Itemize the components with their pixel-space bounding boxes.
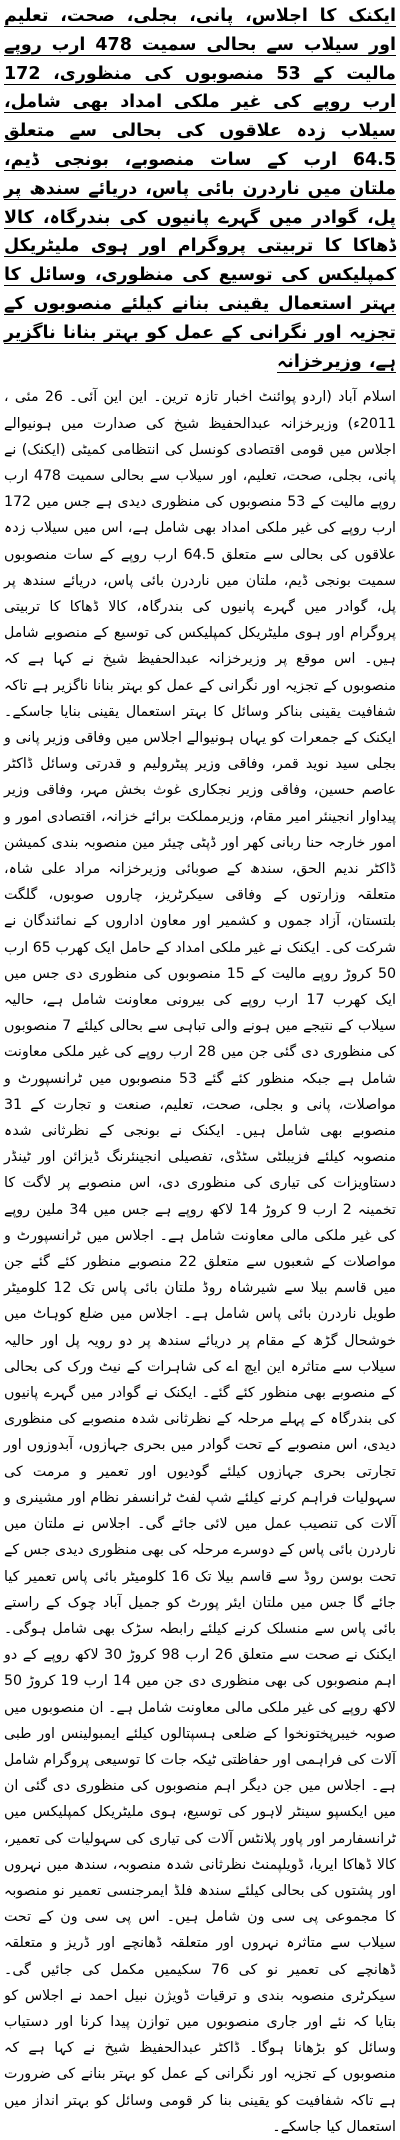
headline-text: ایکنک کا اجلاس، پانی، بجلی، صحت، تعلیم اور سیلاب سے بحالی سمیت 478 ارب روپے مالیت کے 53 منصوبوں کی منظوری، 172 ارب روپے کی غیر ملکی امداد بھی شامل، سیلاب زدہ علاقوں کی بحالی سے متعلق 64.5 ارب کے سات منصوبے، بونجی ڈیم، ملتان میں ناردرن بائی پاس، دریائے سندھ پر پل، گوادر میں گہرے پانیوں کی بندرگاہ، کالا ڈھاکا کا تربیتی پروگرام اور ہوی ملیٹریکل کمپلیکس کی توسیع کی منظوری، وسائل کا بہتر استعمال یقینی بنانے کیلئے منصوبوں کے تجزیہ اور نگرانی کے عمل کو بہتر بنانا ناگزیر ہے، وزیرخزانہ [4, 6, 397, 372]
article-headline [4, 2, 396, 376]
article-body: اسلام آباد (اردو پوائنٹ اخبار تازہ ترین۔ این این آئی۔ 26 مئی ، 2011ء) وزیرخزانہ عبدالحفیظ شیخ کی صدارت میں ہونیوالے اجلاس میں قومی اقتصادی کونسل کی انتظامی کمیٹی (ایکنک) نے پانی، بجلی، صحت، تعلیم، اور سیلاب سے بحالی سمیت 478 ارب روپے مالیت کے 53 منصوبوں کی منظوری دیدی ہے جس میں 172 ارب روپے کی غیر ملکی امداد بھی شامل ہے، اس میں سیلاب زدہ علاقوں کی بحالی سے متعلق 64.5 ارب روپے کے سات منصوبوں سمیت بونجی ڈیم، ملتان میں ناردرن بائی پاس، دریائے سندھ پر پل، گوادر میں گہرے پانیوں کی بندرگاہ، کالا ڈھاکا کا تربیتی پروگرام اور ہوی ملیٹریکل کمپلیکس کی توسیع کے منصوبے شامل ہیں۔ اس موقع پر وزیرخزانہ عبدالحفیظ شیخ نے کہا ہے کہ منصوبوں کے تجزیہ اور نگرانی کے عمل کو بہتر بنانا ناگزیر ہے تاکہ شفافیت یقینی بناکر وسائل کا بہتر استعمال یقینی بنایا جاسکے۔ ایکنک کے جمعرات کو یہاں ہونیوالے اجلاس میں وفاقی وزیر پانی و بجلی سید نوید قمر، وفاقی وزیر پیٹرولیم و قدرتی وسائل ڈاکٹر عاصم حسین، وفاقی وزیر نجکاری غوث بخش مہر، وفاقی وزیر پیداوار انجینئر امیر مقام، وزیرمملکت برائے خزانہ، اقتصادی امور و امور خارجہ حنا ربانی کھر اور ڈپٹی چیئر مین منصوبہ بندی کمیشن ڈاکٹر ندیم الحق، سندھ کے صوبائی وزیرخزانہ مراد علی شاہ، متعلقہ وزارتوں کے وفاقی سیکرٹریز، چاروں صوبوں، گلگت بلتستان، آزاد جموں و کشمیر اور معاون اداروں کے نمائندگان نے شرکت کی۔ ایکنک نے غیر ملکی امداد کے حامل ایک کھرب 65 ارب 50 کروڑ روپے مالیت کے 15 منصوبوں کی منظوری دی جس میں ایک کھرب 17 ارب روپے کی بیرونی معاونت شامل ہے، حالیہ سیلاب کے نتیجے میں ہونے والی تباہی سے بحالی کیلئے 7 منصوبوں کی منظوری دی گئی جن میں 28 ارب روپے کی غیر ملکی معاونت شامل ہے جبکہ منظور کئے گئے 53 منصوبوں میں ٹرانسپورٹ و مواصلات، پانی و بجلی، صحت، تعلیم، صنعت و تجارت کے 31 منصوبے بھی شامل ہیں۔ ایکنک نے بونجی کے نظرثانی شدہ منصوبہ کیلئے فزیبلٹی سٹڈی، تفصیلی انجینئرنگ ڈیزائن اور ٹینڈر دستاویزات کی تیاری کی منظوری دی، اس منصوبے پر لاگت کا تخمینہ 2 ارب 9 کروڑ 14 لاکھ روپے ہے جس میں 34 ملین روپے کی غیر ملکی مالی معاونت شامل ہے۔ اجلاس میں ٹرانسپورٹ و مواصلات کے شعبوں سے متعلق 22 منصوبے منظور کئے گئے جن میں قاسم بیلا سے شیرشاہ روڈ ملتان بائی پاس تک 12 کلومیٹر طویل ناردرن بائی پاس شامل ہے۔ اجلاس میں ضلع کوہاٹ میں خوشحال گڑھ کے مقام پر دریائے سندھ پر دو رویہ پل اور حالیہ سیلاب سے متاثرہ این ایچ اے کی شاہرات کے نیٹ ورک کی بحالی کے منصوبے بھی منظور کئے گئے۔ ایکنک نے گوادر میں گہرے پانیوں کی بندرگاہ کے پہلے مرحلہ کے نظرثانی شدہ منصوبے کی منظوری دیدی، اس منصوبے کے تحت گوادر میں بحری جہازوں، آبدوزوں اور تجارتی بحری جہازوں کیلئے گودیوں اور تعمیر و مرمت کی سہولیات فراہم کرنے کیلئے شپ لفٹ ٹرانسفر نظام اور مشینری و آلات کی تنصیب عمل میں لائی جائے گی۔ اجلاس نے ملتان میں ناردرن بائی پاس کے دوسرے مرحلہ کی بھی منظوری دیدی جس کے تحت بوسن روڈ سے قاسم بیلا تک 16 کلومیٹر بائی پاس تعمیر کیا جائے گا جس میں ملتان ایئر پورٹ کو جمیل آباد چوک کے راستے بائی پاس سے منسلک کرنے کیلئے رابطہ سڑک بھی شامل ہوگی۔ ایکنک نے صحت سے متعلق 26 ارب 98 کروڑ 30 لاکھ روپے کے دو اہم منصوبوں کی بھی منظوری دی جن میں 14 ارب 19 کروڑ 50 لاکھ روپے کی غیر ملکی مالی معاونت شامل ہے۔ ان منصوبوں میں صوبہ خیبرپختونخوا کے ضلعی ہسپتالوں کیلئے ایمبولینس اور طبی آلات کی فراہمی اور حفاظتی ٹیکہ جات کا توسیعی پروگرام شامل ہے۔ اجلاس میں جن دیگر اہم منصوبوں کی منظوری دی گئی ان میں ایکسپو سینٹر لاہور کی توسیع، ہوی ملیٹریکل کمپلیکس میں ٹرانسفارمر اور پاور پلانٹس آلات کی تیاری کی سہولیات کی تعمیر، کالا ڈھاکا ایریا، ڈویلپمنٹ نظرثانی شدہ منصوبہ، سندھ میں نہروں اور پشتوں کی بحالی کیلئے سندھ فلڈ ایمرجنسی تعمیر نو منصوبہ کا مجموعی پی سی ون شامل ہیں۔ اس پی سی ون کے تحت سیلاب سے متاثرہ نہروں اور متعلقہ ڈھانچے اور ڈریز و متعلقہ ڈھانچے کی تعمیر نو کی 76 سکیمیں مکمل کی جائیں گی۔ سیکرٹری منصوبہ بندی و ترقیات ڈویژن نبیل احمد نے اجلاس کو بتایا کہ نئے اور جاری منصوبوں میں توازن پیدا کرنا اور دستیاب وسائل کو بڑھانا ہوگا۔ ڈاکٹر عبدالحفیظ شیخ نے کہا ہے کہ منصوبوں کے تجزیہ اور نگرانی کے عمل کو بہتر بنانے کی ضرورت ہے تاکہ شفافیت کو یقینی بنا کر قومی وسائل کو بہتر انداز میں استعمال کیا جاسکے۔ [4, 389, 397, 2135]
